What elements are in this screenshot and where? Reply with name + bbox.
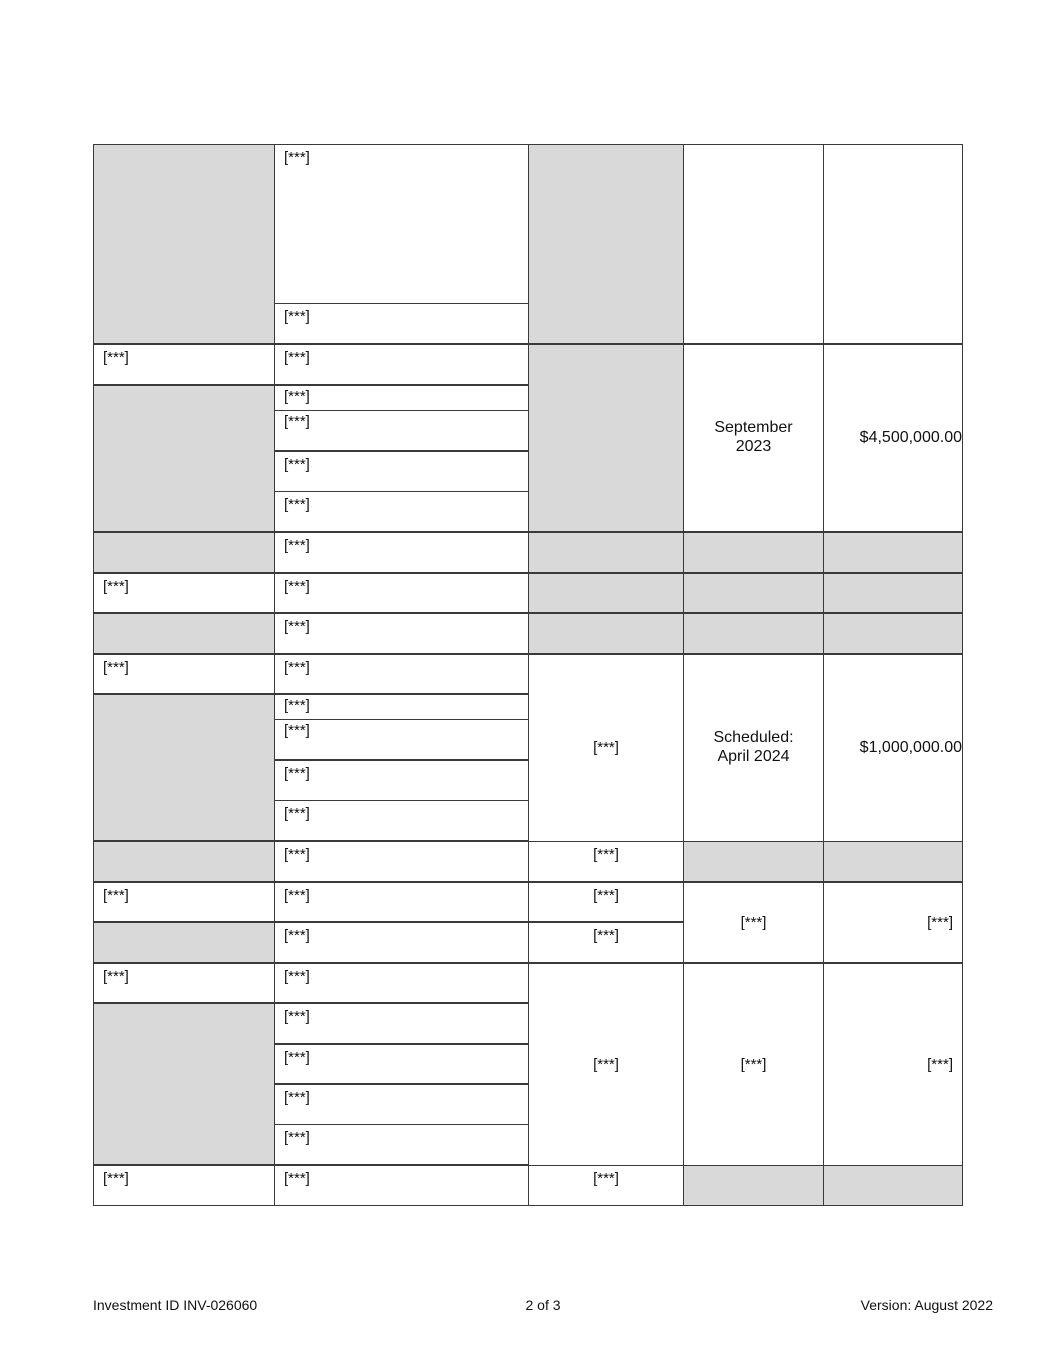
table-cell <box>93 841 275 882</box>
table-cell <box>823 613 963 654</box>
table-cell: [***] <box>93 344 275 385</box>
table-cell <box>683 532 824 573</box>
table-cell: [***] <box>274 573 529 613</box>
table-cell <box>683 144 824 344</box>
table-cell: [***] <box>528 922 684 963</box>
table-cell: [***] <box>528 841 684 882</box>
payment-date: Scheduled: April 2024 <box>713 729 794 765</box>
table-cell <box>93 922 275 963</box>
table-cell: [***] <box>274 1003 529 1044</box>
table-cell <box>823 1165 963 1206</box>
table-cell: [***] <box>274 532 529 573</box>
table-cell <box>93 1003 275 1165</box>
table-cell: [***] <box>274 800 529 841</box>
table-cell: [***] <box>93 573 275 613</box>
footer-version: Version: August 2022 <box>860 1297 993 1313</box>
footer-page-number: 2 of 3 <box>525 1297 561 1313</box>
table-cell: [***] <box>274 344 529 385</box>
table-cell <box>93 694 275 841</box>
table-cell: [***] <box>274 1165 529 1206</box>
table-cell: [***] <box>274 1124 529 1165</box>
table-cell <box>528 532 684 573</box>
payment-date-cell <box>683 654 824 842</box>
table-cell: [***] <box>93 882 275 922</box>
table-cell: [***] <box>274 303 529 344</box>
footer-investment-id: Investment ID INV-026060 <box>93 1297 258 1313</box>
table-cell <box>528 344 684 532</box>
table-cell: [***] <box>274 451 529 492</box>
table-cell <box>683 613 824 654</box>
table-cell: [***] <box>93 654 275 694</box>
table-cell: [***] <box>528 963 684 1166</box>
table-cell <box>823 841 963 882</box>
table-cell: [***] <box>274 385 529 411</box>
table-cell: [***] <box>274 1044 529 1084</box>
table-cell <box>823 144 963 344</box>
table-cell: [***] <box>683 882 824 963</box>
table-cell <box>93 613 275 654</box>
table-cell <box>683 841 824 882</box>
table-cell <box>683 573 824 613</box>
table-cell: [***] <box>274 410 529 451</box>
table-cell: [***] <box>823 963 963 1166</box>
table-cell: [***] <box>683 963 824 1166</box>
table-cell: [***] <box>274 694 529 720</box>
table-cell <box>528 613 684 654</box>
table-cell <box>93 532 275 573</box>
table-cell: [***] <box>528 654 684 842</box>
table-cell: [***] <box>823 882 963 963</box>
table-cell: [***] <box>274 613 529 654</box>
table-cell <box>528 573 684 613</box>
table-cell: [***] <box>93 1165 275 1206</box>
payment-amount: $1,000,000.00 <box>823 654 963 842</box>
table-cell: [***] <box>274 760 529 801</box>
table-cell: [***] <box>274 841 529 882</box>
table-cell <box>93 385 275 532</box>
table-cell: [***] <box>274 1084 529 1125</box>
payment-amount: $4,500,000.00 <box>823 344 963 532</box>
table-cell <box>823 532 963 573</box>
table-cell: [***] <box>274 882 529 922</box>
table-cell: [***] <box>93 963 275 1003</box>
table-cell: [***] <box>528 1165 684 1206</box>
table-cell <box>93 144 275 344</box>
table-cell <box>528 144 684 344</box>
table-cell: [***] <box>274 963 529 1003</box>
table-cell: [***] <box>274 922 529 963</box>
table-cell <box>823 573 963 613</box>
table-cell: [***] <box>528 882 684 922</box>
payment-date-cell <box>683 344 824 532</box>
table-cell: [***] <box>274 144 529 304</box>
table-cell: [***] <box>274 719 529 760</box>
payment-date: September 2023 <box>714 419 793 455</box>
table-cell <box>683 1165 824 1206</box>
table-cell: [***] <box>274 491 529 532</box>
table-cell: [***] <box>274 654 529 694</box>
